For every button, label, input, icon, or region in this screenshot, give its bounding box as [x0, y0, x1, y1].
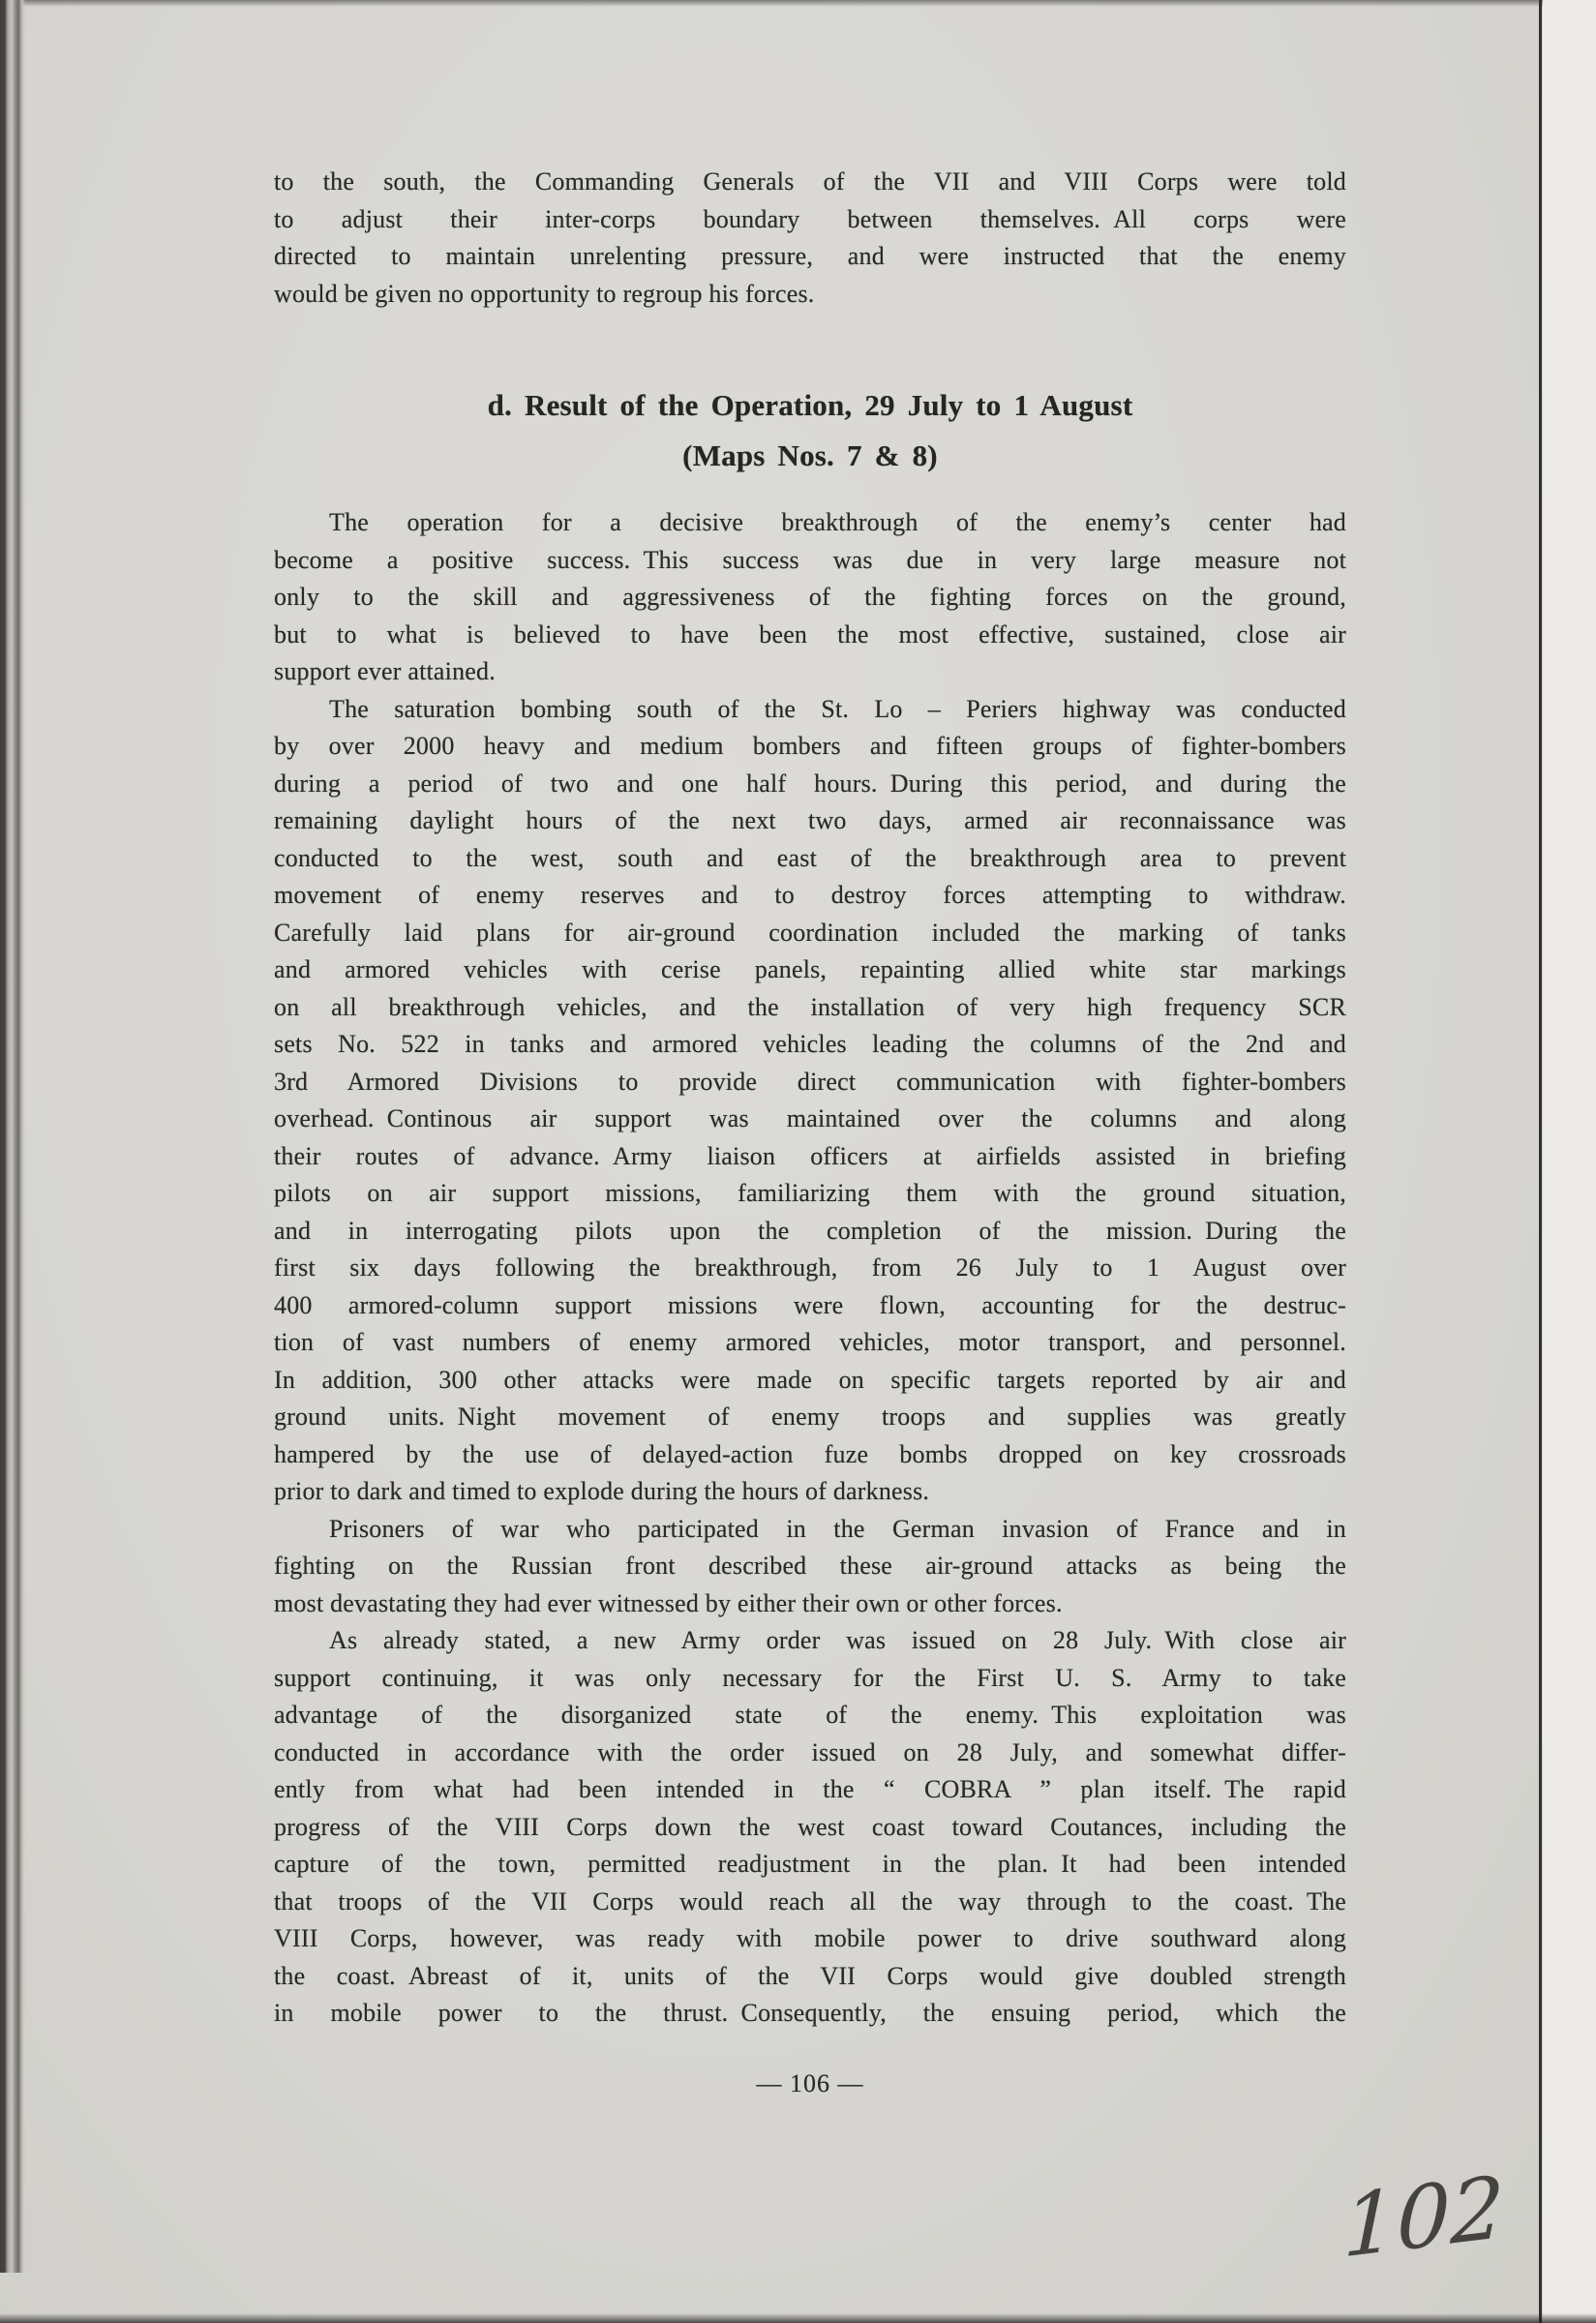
- scan-edge-top: [0, 0, 1596, 7]
- text-line: by over 2000 heavy and medium bombers and fifteen groups of fighter-bombers: [274, 732, 1346, 760]
- text-line: to adjust their inter-corps boundary between themselves. All corps were: [274, 204, 1346, 233]
- handwritten-digits: 102: [1341, 2157, 1506, 2278]
- text-line: in mobile power to the thrust. Consequently, the ensuing period, which the: [274, 1999, 1346, 2027]
- text-line: 400 armored-column support missions were flown, accounting for the destruc-: [274, 1290, 1346, 1319]
- paragraph-army-order: [274, 1622, 1346, 2033]
- text-line: advantage of the disorganized state of the enemy. This exploitation was: [274, 1701, 1346, 1729]
- text-line: that troops of the VII Corps would reach all the way through to the coast. The: [274, 1886, 1346, 1916]
- text-line: most devastating they had ever witnessed by either their own or other forces.: [274, 1588, 1063, 1617]
- text-line: on all breakthrough vehicles, and the installation of very high frequency SCR: [274, 992, 1346, 1021]
- text-line: movement of enemy reserves and to destroy forces attempting to withdraw.: [274, 881, 1346, 909]
- paragraph-operation-result: [274, 504, 1346, 691]
- scan-binding-line: [1539, 0, 1542, 2323]
- text-line: VIII Corps, however, was ready with mobile power to drive southward along: [274, 1924, 1346, 1952]
- text-line: fighting on the Russian front described these air-ground attacks as being the: [274, 1552, 1346, 1580]
- text-line: hampered by the use of delayed-action fuze bombs dropped on key crossroads: [274, 1439, 1346, 1468]
- text-line: The saturation bombing south of the St. Lo – Periers highway was conducted: [329, 694, 1346, 723]
- section-heading-line-1: d. Result of the Operation, 29 July to 1 August: [487, 388, 1133, 422]
- text-line: As already stated, a new Army order was issued on 28 July. With close air: [329, 1626, 1346, 1654]
- scan-edge-left: [0, 0, 25, 2273]
- text-line: become a positive success. This success was due in very large measure not: [274, 545, 1346, 574]
- text-line: support continuing, it was only necessary for the First U. S. Army to take: [274, 1663, 1346, 1692]
- text-line: support ever attained.: [274, 657, 496, 685]
- section-heading-line-2: (Maps Nos. 7 & 8): [682, 438, 938, 472]
- text-line: their routes of advance. Army liaison officers at airfields assisted in briefing: [274, 1141, 1346, 1170]
- text-line: only to the skill and aggressiveness of the fighting forces on the ground,: [274, 583, 1346, 611]
- paragraph-saturation-bombing: [274, 691, 1346, 1511]
- text-line: The operation for a decisive breakthrough of the enemy’s center had: [329, 508, 1346, 536]
- text-line: progress of the VIII Corps down the west coast toward Coutances, including the: [274, 1812, 1346, 1841]
- paragraph-continuation: [274, 164, 1346, 313]
- text-line: In addition, 300 other attacks were made on specific targets reported by air and: [274, 1365, 1346, 1394]
- paragraph-prisoners-of-war: [274, 1511, 1346, 1623]
- text-line: to the south, the Commanding Generals of the VII and VIII Corps were told: [274, 167, 1346, 196]
- text-line: Carefully laid plans for air-ground coordination included the marking of tanks: [274, 918, 1346, 947]
- handwritten-page-number: [1324, 2153, 1537, 2278]
- text-line: ently from what had been intended in the “ COBRA ” plan itself. The rapid: [274, 1775, 1346, 1803]
- text-line: capture of the town, permitted readjustment in the plan. It had been intended: [274, 1850, 1346, 1878]
- text-line: overhead. Continous air support was maintained over the columns and along: [274, 1104, 1346, 1132]
- text-line: and in interrogating pilots upon the completion of the mission. During the: [274, 1216, 1346, 1245]
- text-line: Prisoners of war who participated in the German invasion of France and in: [329, 1514, 1346, 1543]
- text-line: conducted in accordance with the order issued on 28 July, and somewhat differ-: [274, 1737, 1346, 1766]
- text-line: but to what is believed to have been the most effective, sustained, close air: [274, 619, 1346, 649]
- text-line: the coast. Abreast of it, units of the VII Corps would give doubled strength: [274, 1961, 1346, 1990]
- text-line: directed to maintain unrelenting pressure, and were instructed that the enemy: [274, 242, 1346, 270]
- scan-margin-right: [1543, 0, 1596, 2323]
- text-line: ground units. Night movement of enemy troops and supplies was greatly: [274, 1403, 1346, 1431]
- page-number: — 106 —: [756, 2068, 864, 2097]
- text-line: would be given no opportunity to regroup his forces.: [274, 279, 815, 308]
- page-text-column: [274, 164, 1346, 2102]
- text-line: first six days following the breakthrough, from 26 July to 1 August over: [274, 1253, 1346, 1282]
- text-line: remaining daylight hours of the next two days, armed air reconnaissance was: [274, 806, 1346, 834]
- text-line: and armored vehicles with cerise panels, repainting allied white star markings: [274, 955, 1346, 983]
- text-line: conducted to the west, south and east of the breakthrough area to prevent: [274, 843, 1346, 872]
- text-line: 3rd Armored Divisions to provide direct communication with fighter-bombers: [274, 1067, 1346, 1096]
- text-line: prior to dark and timed to explode during the hours of darkness.: [274, 1477, 930, 1505]
- scan-edge-bottom: [0, 2313, 1596, 2323]
- text-line: tion of vast numbers of enemy armored vehicles, motor transport, and personnel.: [274, 1328, 1346, 1356]
- text-line: pilots on air support missions, familiarizing them with the ground situation,: [274, 1179, 1346, 1207]
- section-heading: [274, 380, 1346, 481]
- text-line: sets No. 522 in tanks and armored vehicles leading the columns of the 2nd and: [274, 1030, 1346, 1058]
- text-line: during a period of two and one half hours. During this period, and during the: [274, 769, 1346, 798]
